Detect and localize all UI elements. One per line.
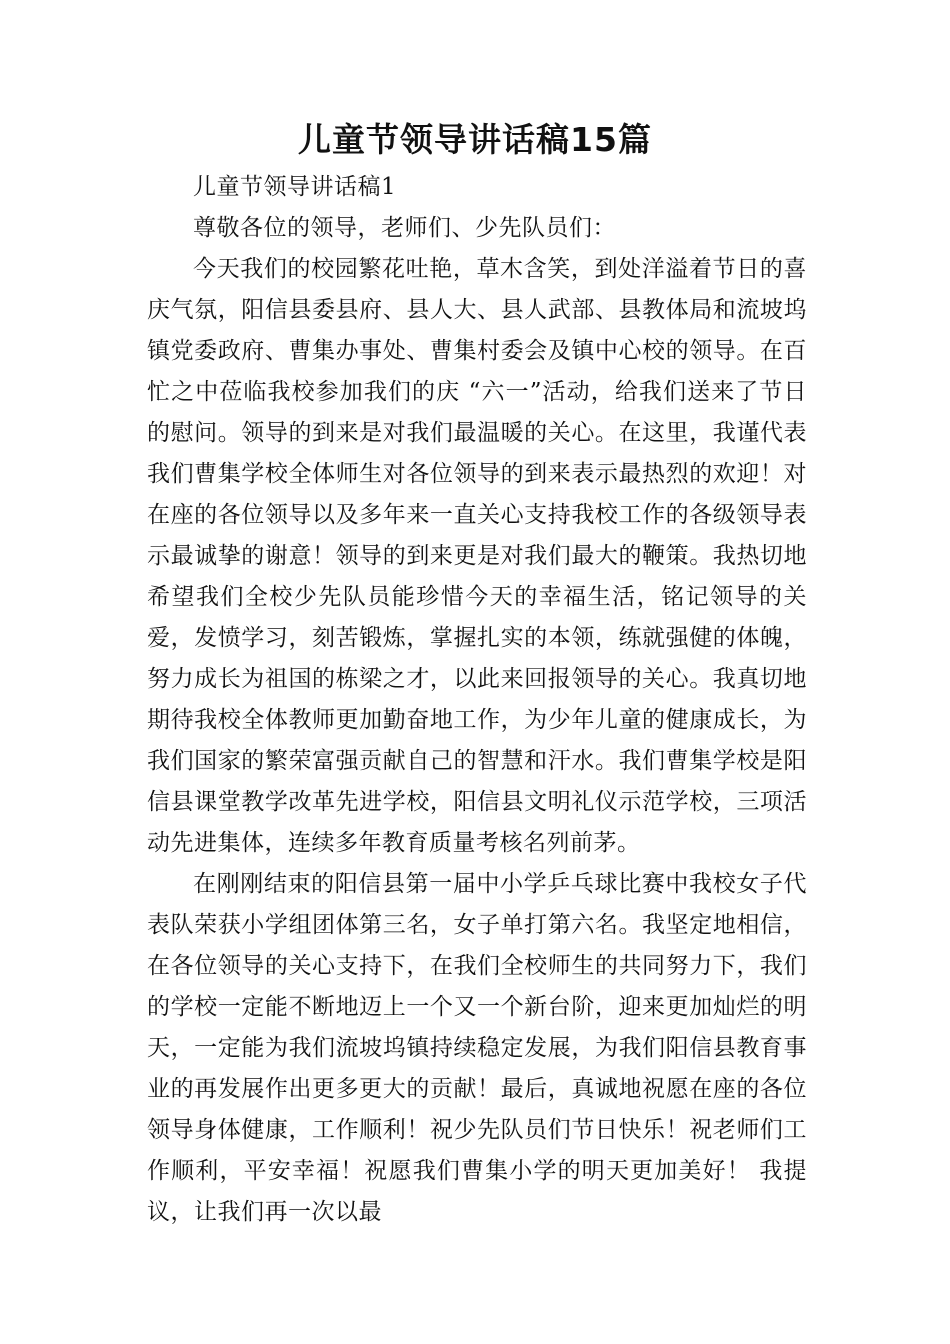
paragraph-subtitle: 儿童节领导讲话稿1 xyxy=(193,174,397,200)
paragraph-body-2: 在刚刚结束的阳信县第一届中小学乒乓球比赛中我校女子代表队荣获小学组团体第三名，女子单打第六名。我坚定地相信，在各位领导的关心支持下，在我们全校师生的共同努力下，我们的学校一定能不断地迈上一个又一个新台阶，迎来更加灿烂的明天，一定能为我们流坡坞镇持续稳定发展，为我们阳信县教育事业的再发展作出更多更大的贡献！最后，真诚地祝愿在座的各位领导身体健康，工作顺利！祝少先队员们节日快乐！祝老师们工作顺利，平安幸福！祝愿我们曹集小学的明天更加美好！ 我提议，让我们再一次以最 xyxy=(147,871,807,1225)
document-body xyxy=(147,167,807,1233)
paragraph-salutation: 尊敬各位的领导，老师们、少先队员们： xyxy=(193,215,616,241)
paragraph-body-1: 今天我们的校园繁花吐艳，草木含笑，到处洋溢着节日的喜庆气氛，阳信县委县府、县人大、县人武部、县教体局和流坡坞镇党委政府、曹集办事处、曹集村委会及镇中心校的领导。在百忙之中莅临我校参加我们的庆 “六一”活动，给我们送来了节日的慰问。领导的到来是对我们最温暖的关心。在这里，我谨代表我们曹集学校全体师生对各位领导的到来表示最热烈的欢迎！对在座的各位领导以及多年来一直关心支持我校工作的各级领导表示最诚挚的谢意！领导的到来更是对我们最大的鞭策。我热切地希望我们全校少先队员能珍惜今天的幸福生活，铭记领导的关爱，发愤学习，刻苦锻炼，掌握扎实的本领，练就强健的体魄，努力成长为祖国的栋梁之才，以此来回报领导的关心。我真切地期待我校全体教师更加勤奋地工作，为少年儿童的健康成长，为我们国家的繁荣富强贡献自己的智慧和汗水。我们曹集学校是阳信县课堂教学改革先进学校，阳信县文明礼仪示范学校，三项活动先进集体，连续多年教育质量考核名列前茅。 xyxy=(147,256,807,856)
document-title: 儿童节领导讲话稿15篇 xyxy=(298,120,652,159)
